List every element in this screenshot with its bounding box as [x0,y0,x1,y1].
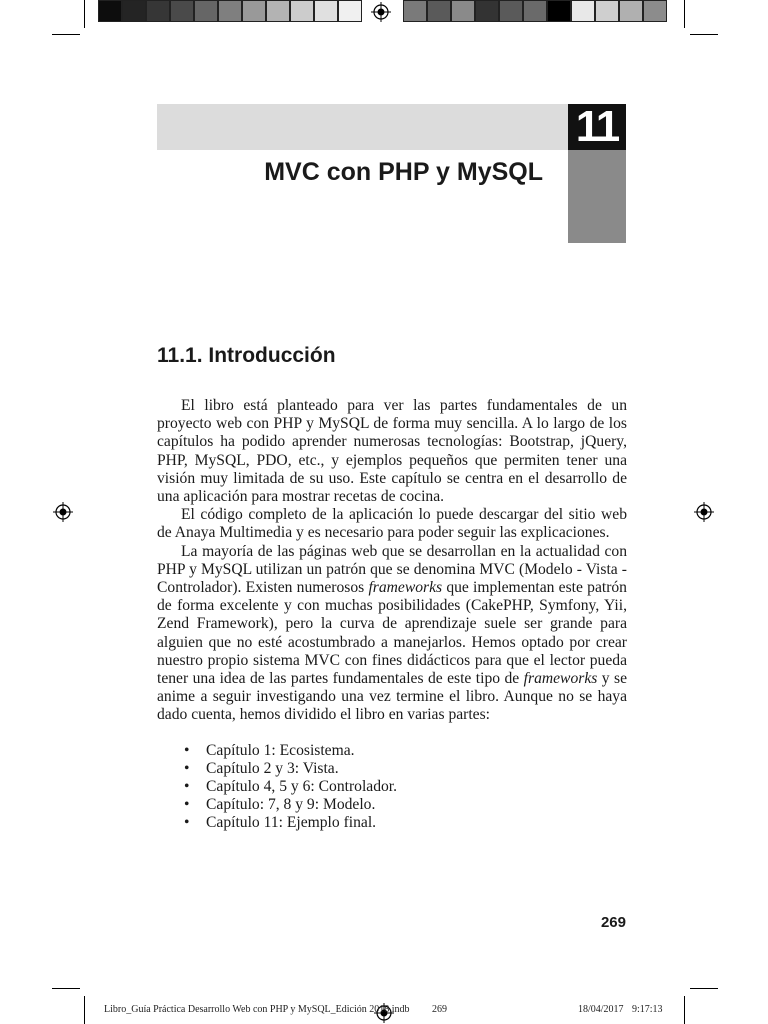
crop-mark [84,0,85,28]
crop-mark [690,988,718,989]
color-swatch [547,0,571,22]
color-swatch [643,0,667,22]
crop-mark [52,988,80,989]
slug-date: 18/04/2017 [578,1004,624,1015]
list-item [181,778,627,796]
italic-term: frameworks [523,670,598,688]
list-item [181,796,627,814]
crop-mark [84,996,85,1024]
color-swatch [290,0,314,22]
color-swatch [266,0,290,22]
list-item-text: Capítulo 2 y 3: Vista. [206,759,339,777]
section-heading: 11.1. Introducción [157,344,336,367]
color-swatch [523,0,547,22]
color-bar-right [403,0,667,24]
paragraph [157,543,627,725]
slug-time: 9:17:13 [632,1004,663,1015]
color-swatch [242,0,266,22]
color-bar-left [98,0,362,24]
slug-file: Libro_Guía Práctica Desarrollo Web con PHP y MySQL_Edición 2018.indb [104,1004,410,1015]
registration-mark-icon [694,502,714,522]
registration-mark-icon [53,502,73,522]
bullet-icon: • [184,741,190,759]
chapter-title: MVC con PHP y MySQL [264,158,543,186]
chapter-band [157,104,568,150]
body-text [157,397,627,833]
color-swatch [194,0,218,22]
color-swatch [218,0,242,22]
paragraph-text: La mayoría de las páginas web que se desarrollan en la actualidad con PHP y MySQL utilizan un patrón que se denomina MVC (Modelo - Vista - Controlador). Existen numerosos [157,542,627,597]
paragraph-text: y se anime a seguir investigando una vez termine el libro. Aunque no se haya dado cuenta, hemos dividido el libro en varias partes: [157,670,627,724]
chapter-list [157,742,627,833]
page-number: 269 [600,914,626,931]
color-swatch [146,0,170,22]
color-swatch [170,0,194,22]
color-swatch [595,0,619,22]
list-item-text: Capítulo 11: Ejemplo final. [206,814,377,832]
color-swatch [122,0,146,22]
chapter-number: 11 [568,104,626,150]
color-swatch [571,0,595,22]
paragraph: El código completo de la aplicación lo puede descargar del sitio web de Anaya Multimedia y es necesario para poder seguir las explicaciones. [157,506,627,542]
crop-mark [684,996,685,1024]
crop-mark [690,34,718,35]
color-swatch [338,0,362,22]
crop-mark [52,34,80,35]
color-swatch [451,0,475,22]
color-swatch [475,0,499,22]
color-swatch [314,0,338,22]
bullet-icon: • [184,778,190,796]
slug-page: 269 [432,1004,447,1015]
list-item-text: Capítulo 4, 5 y 6: Controlador. [206,778,398,796]
color-swatch [403,0,427,22]
color-swatch [427,0,451,22]
list-item-text: Capítulo: 7, 8 y 9: Modelo. [206,796,376,814]
list-item [181,814,627,832]
color-swatch [499,0,523,22]
bullet-icon: • [184,814,190,832]
color-swatch [619,0,643,22]
registration-mark-icon [371,2,391,22]
list-item [181,742,627,760]
list-item [181,760,627,778]
bullet-icon: • [184,759,190,777]
paragraph-text: que implementan este patrón de forma excelente y con muchas posibilidades (CakePHP, Symfony, Yii, Zend Framework), pero la curva de aprendizaje suele ser grande para alguien que no esté acostumbrado a manejarlos. Hemos optado por crear nuestro propio sistema MVC con fines didácticos para que el lector pueda tener una idea de las partes fundamentales de este tipo de [157,579,627,688]
list-item-text: Capítulo 1: Ecosistema. [206,741,355,759]
color-swatch [98,0,122,22]
bullet-icon: • [184,796,190,814]
paragraph: El libro está planteado para ver las partes fundamentales de un proyecto web con PHP y MySQL de forma muy sencilla. A lo largo de los capítulos ha podido aprender numerosas tecnologías: Bootstrap, jQuery, PHP, MySQL, PDO, etc., y ejemplos pequeños que permiten tener una visión muy limitada de su uso. Este capítulo se centra en el desarrollo de una aplicación para mostrar recetas de cocina. [157,397,627,506]
crop-mark [684,0,685,28]
italic-term: frameworks [368,579,443,597]
